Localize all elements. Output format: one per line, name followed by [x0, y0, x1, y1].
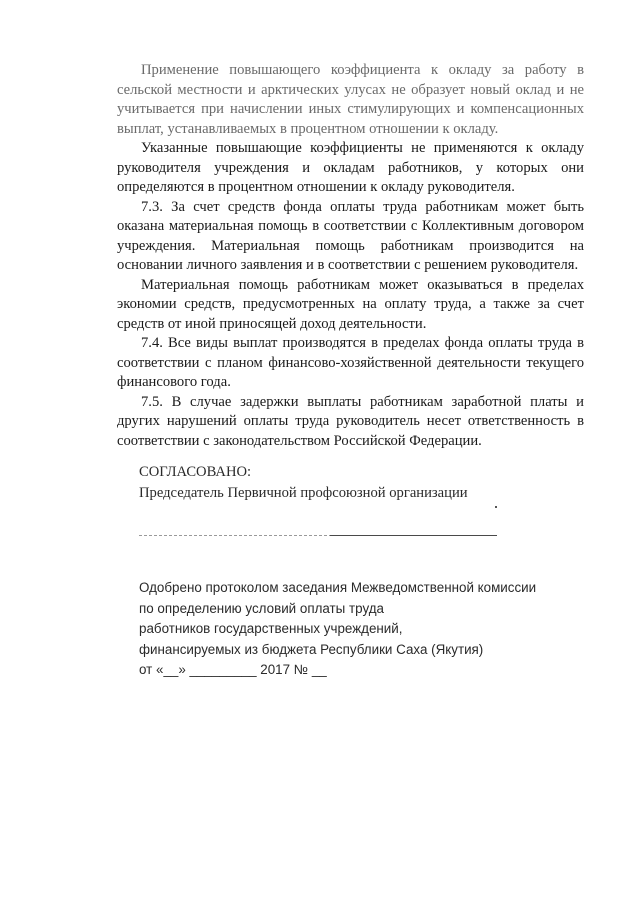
agreed-heading: СОГЛАСОВАНО: — [139, 464, 252, 480]
paragraph-7-5: 7.5. В случае задержки выплаты работникам заработной платы и других нарушений оплаты труда руководитель несет ответственность в соответствии с законодательством Российской Федерации. — [117, 393, 584, 449]
approval-line: работников государственных учреждений, — [139, 621, 403, 636]
approval-line: по определению условий оплаты труда — [139, 600, 384, 616]
approval-block — [139, 578, 579, 681]
signature-line-solid — [330, 535, 497, 536]
paragraph-coefficient-exclusion: Указанные повышающие коэффициенты не применяются к окладу руководителя учреждения и окладам работников, у которых они определяются в процентном отношении к окладу руководителя. — [117, 140, 584, 195]
paragraph-coefficient-rural: Применение повышающего коэффициента к окладу за работу в сельской местности и арктических улусах не образует новый оклад и не учитывается при начислении иных стимулирующих и компенсационных выплат, устанавливаемых в процентном отношении к окладу. — [117, 62, 584, 137]
approval-date-line: от «__» _________ 2017 № __ — [139, 662, 327, 677]
paragraph-7-4: 7.4. Все виды выплат производятся в пределах фонда оплаты труда в соответствии с планом финансово-хозяйственной деятельности текущего финансового года. — [117, 335, 584, 390]
approval-line: финансируемых из бюджета Республики Саха (Якутия) — [139, 641, 484, 657]
document-body — [117, 61, 584, 451]
agreement-block — [139, 462, 579, 504]
approval-line: Одобрено протоколом заседания Межведомственной комиссии — [139, 580, 537, 595]
signature-mark — [495, 506, 497, 508]
agreed-signatory: Председатель Первичной профсоюзной организации — [139, 485, 468, 501]
paragraph-material-aid-limits: Материальная помощь работникам может оказываться в пределах экономии средств, предусмотренных на оплату труда, а также за счет средств от иной приносящей доход деятельности. — [117, 276, 584, 332]
paragraph-7-3: 7.3. За счет средств фонда оплаты труда работникам может быть оказана материальная помощь в соответствии с Коллективным договором учреждения. Материальная помощь работникам производится на основании личного заявления и в соответствии с решением руководителя. — [117, 198, 584, 273]
